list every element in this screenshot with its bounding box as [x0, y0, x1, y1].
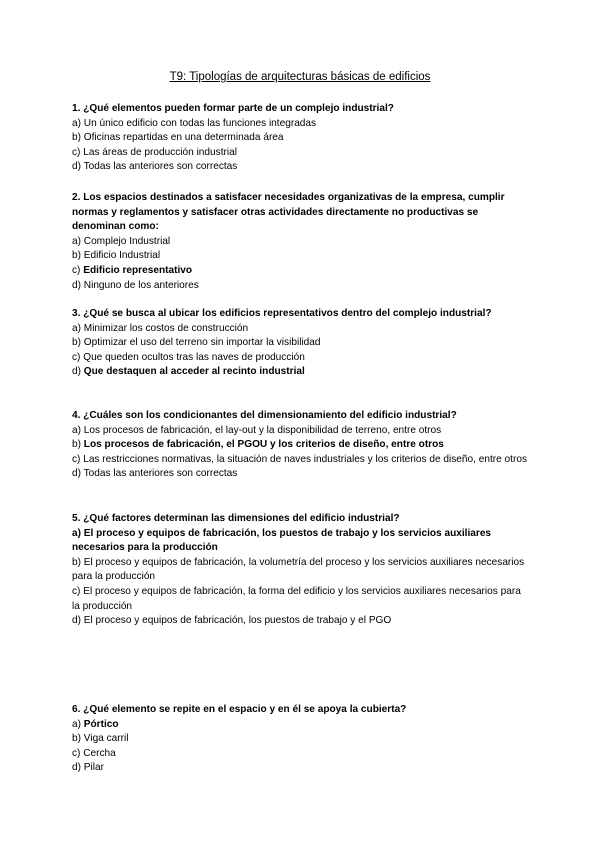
option-c: c) Cercha [72, 747, 116, 759]
option-b-correct: b) Los procesos de fabricación, el PGOU y los criterios de diseño, entre otros [72, 439, 444, 451]
question-3 [72, 307, 528, 380]
option-d: d) El proceso y equipos de fabricación, los puestos de trabajo y el PGO [72, 615, 392, 627]
option-d: d) Todas las anteriores son correctas [72, 468, 238, 480]
question-4 [72, 409, 528, 482]
question-text: 2. Los espacios destinados a satisfacer necesidades organizativas de la empresa, cumplir normas y reglamentos y satisfacer otras actividades directamente no productivas se denominan como: [72, 192, 505, 233]
option-d: d) Ninguno de los anteriores [72, 279, 199, 291]
option-a: a) Los procesos de fabricación, el lay-out y la disponibilidad de terreno, entre otros [72, 424, 442, 436]
option-d-correct: d) Que destaquen al acceder al recinto industrial [72, 366, 305, 378]
question-5 [72, 512, 528, 629]
question-text: 4. ¿Cuáles son los condicionantes del dimensionamiento del edificio industrial? [72, 410, 457, 421]
option-a: a) Minimizar los costos de construcción [72, 322, 249, 334]
question-1 [72, 102, 528, 175]
option-a-correct: a) Pórtico [72, 718, 119, 730]
option-c-correct: c) Edificio representativo [72, 264, 193, 276]
option-a-correct: a) El proceso y equipos de fabricación, los puestos de trabajo y los servicios auxiliares necesarios para la producción [72, 527, 492, 554]
option-d-correct: d) Todas las anteriores son correctas [72, 161, 238, 173]
option-b: b) Oficinas repartidas en una determinada área [72, 132, 284, 144]
question-text: 1. ¿Qué elementos pueden formar parte de un complejo industrial? [72, 103, 394, 114]
option-b: b) Viga carril [72, 733, 129, 745]
option-a: a) Complejo Industrial [72, 235, 171, 247]
option-d: d) Pilar [72, 762, 104, 774]
option-a: a) Un único edificio con todas las funciones integradas [72, 117, 317, 129]
question-text: 3. ¿Qué se busca al ubicar los edificios representativos dentro del complejo industrial? [72, 308, 492, 319]
option-c: c) Las restricciones normativas, la situación de naves industriales y los criterios de diseño, entre otros [72, 453, 527, 465]
question-text: 5. ¿Qué factores determinan las dimensiones del edificio industrial? [72, 513, 400, 524]
option-b: b) Optimizar el uso del terreno sin importar la visibilidad [72, 337, 321, 349]
document-title: T9: Tipologías de arquitecturas básicas de edificios [169, 71, 431, 83]
option-b: b) Edificio Industrial [72, 250, 161, 262]
option-c: c) El proceso y equipos de fabricación, la forma del edificio y los servicios auxiliares necesarios para la producción [72, 585, 521, 612]
question-2 [72, 191, 528, 293]
option-c: c) Las áreas de producción industrial [72, 146, 237, 158]
option-b: b) El proceso y equipos de fabricación, la volumetría del proceso y los servicios auxiliares necesarios para la producción [72, 556, 525, 583]
question-text: 6. ¿Qué elemento se repite en el espacio y en él se apoya la cubierta? [72, 704, 407, 715]
question-6 [72, 703, 528, 776]
option-c: c) Que queden ocultos tras las naves de producción [72, 351, 305, 363]
